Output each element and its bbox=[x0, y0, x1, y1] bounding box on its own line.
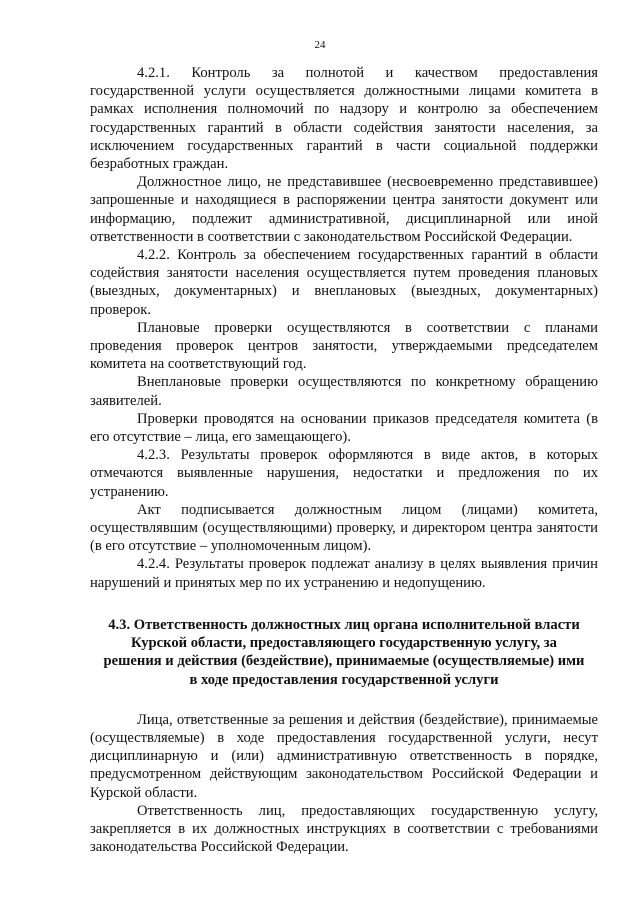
paragraph-4-2-2: 4.2.2. Контроль за обеспечением государственных гарантий в области содействия занятости населения осуществляется путем проведения плановых (выездных, документарных) и внеплановых (выездных, документарных) проверок. bbox=[90, 247, 598, 318]
paragraph-job-instructions: Ответственность лиц, предоставляющих государственную услугу, закрепляется в их должностных инструкциях в соответствии с требованиями законодательства Российской Федерации. bbox=[90, 802, 598, 856]
section-heading-line: решения и действия (бездействие), принимаемые (осуществляемые) ими bbox=[103, 653, 585, 670]
section-heading-4-3 bbox=[90, 616, 598, 689]
paragraph-planned-inspections: Плановые проверки осуществляются в соответствии с планами проведения проверок центров занятости, утверждаемыми председателем комитета на соответствующий год. bbox=[90, 319, 598, 373]
paragraph-4-2-3: 4.2.3. Результаты проверок оформляются в виде актов, в которых отмечаются выявленные нарушения, недостатки и предложения по их устранению. bbox=[90, 447, 598, 500]
page-content bbox=[90, 64, 598, 856]
paragraph-inspection-orders: Проверки проводятся на основании приказов председателя комитета (в его отсутствие – лица, его замещающего). bbox=[90, 410, 598, 446]
paragraph-4-2-1: 4.2.1. Контроль за полнотой и качеством предоставления государственной услуги осуществляется должностными лицами комитета в рамках исполнения полномочий по надзору и контролю за обеспечением государственных гарантий в области содействия занятости населения, за исключением государственных гарантий в части социальной поддержки безработных граждан. bbox=[90, 65, 598, 173]
section-heading-line: Курской области, предоставляющего государственную услугу, за bbox=[131, 635, 557, 652]
paragraph-official-liability: Должностное лицо, не представившее (несвоевременно представившее) запрошенные и находящиеся в распоряжении центра занятости документ или информацию, подлежит административной, дисциплинарной или иной ответственности в соответствии с законодательством Российской Федерации. bbox=[90, 174, 598, 245]
section-heading-line: 4.3. Ответственность должностных лиц органа исполнительной власти bbox=[108, 616, 580, 633]
page-number: 24 bbox=[314, 39, 326, 51]
section-heading-line: в ходе предоставления государственной услуги bbox=[189, 671, 499, 688]
paragraph-4-2-4: 4.2.4. Результаты проверок подлежат анализу в целях выявления причин нарушений и принятых мер по их устранению и недопущению. bbox=[90, 556, 598, 591]
paragraph-act-signing: Акт подписывается должностным лицом (лицами) комитета, осуществлявшим (осуществляющими) проверку, и директором центра занятости (в его отсутствие – уполномоченным лицом). bbox=[90, 501, 598, 555]
paragraph-responsible-persons: Лица, ответственные за решения и действия (бездействие), принимаемые (осуществляемые) в ходе предоставления государственной услуги, несут дисциплинарную и (или) административную ответственность в порядке, предусмотренном действующим законодательством Российской Федерации и Курской области. bbox=[90, 711, 598, 801]
paragraph-unplanned-inspections: Внеплановые проверки осуществляются по конкретному обращению заявителей. bbox=[90, 374, 598, 409]
